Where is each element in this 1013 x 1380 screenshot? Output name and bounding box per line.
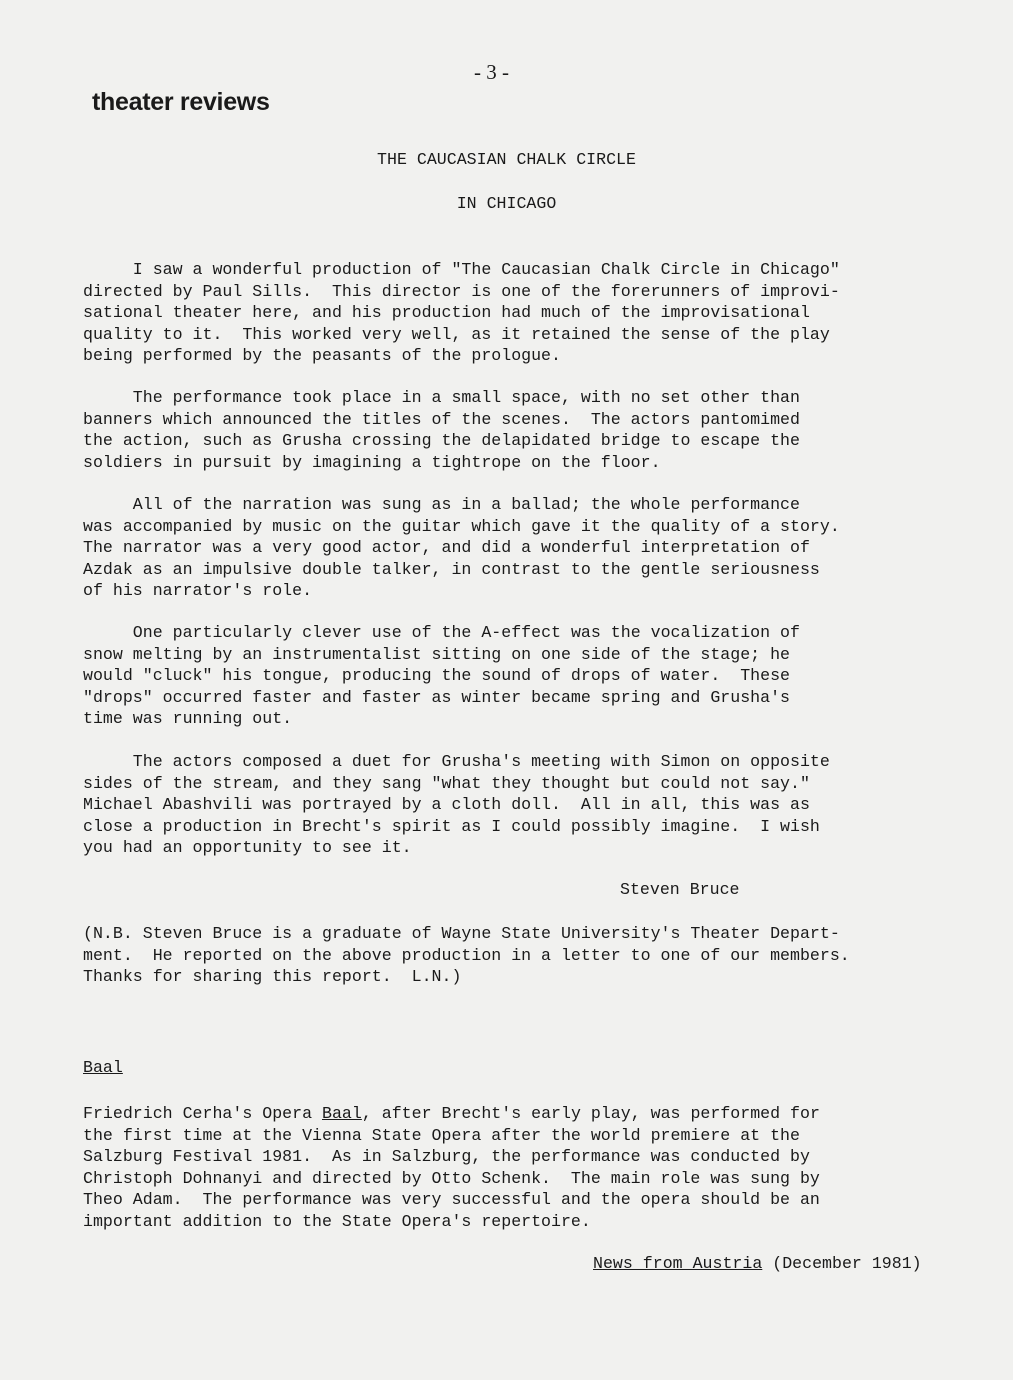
baal-text-cont: , after Brecht's early play, was performed for <box>361 1104 820 1123</box>
review-paragraph-4: One particularly clever use of the A-effect was the vocalization of snow melting by an instrumentalist sitting on one side of the stage; he would "cluck" his tongue, producing the sound of drops of water. These "drops" occurred faster and faster as winter became spring and Grusha's time was running out. <box>83 623 800 728</box>
editor-note: (N.B. Steven Bruce is a graduate of Wayne State University's Theater Depart- ment. He reported on the above production in a letter to one of our members. Thanks for sharing this report. L.N.) <box>83 924 850 986</box>
review-paragraph-2: The performance took place in a small space, with no set other than banners which announced the titles of the scenes. The actors pantomimed the action, such as Grusha crossing the delapidated bridge to escape the soldiers in pursuit by imagining a tightrope on the floor. <box>83 388 800 472</box>
source-date: (December 1981) <box>762 1254 922 1273</box>
review-paragraph-5: The actors composed a duet for Grusha's meeting with Simon on opposite sides of the stream, and they sang "what they thought but could not say." Michael Abashvili was portrayed by a cloth doll. All in all, this was as close a production in Brecht's spirit as I could possibly imagine. I wish you had an opportunity to see it. <box>83 752 830 857</box>
baal-heading: Baal <box>83 1058 123 1077</box>
baal-text-rest: the first time at the Vienna State Opera after the world premiere at the Salzburg Festival 1981. As in Salzburg, the performance was conducted by Christoph Dohnanyi and directed by Otto Schenk. The main role was sung by Theo Adam. The performance was very successful and the opera should be an important addition to the State Opera's repertoire. <box>83 1125 820 1231</box>
review-signature: Steven Bruce <box>620 880 740 899</box>
source-citation <box>593 1254 922 1273</box>
source-title: News from Austria <box>593 1254 763 1273</box>
baal-paragraph <box>83 1103 923 1232</box>
review-title: THE CAUCASIAN CHALK CIRCLE <box>377 150 636 169</box>
review-subtitle: IN CHICAGO <box>456 194 557 213</box>
section-title: theater reviews <box>92 88 270 116</box>
review-paragraph-3: All of the narration was sung as in a ballad; the whole performance was accompanied by music on the guitar which gave it the quality of a story. The narrator was a very good actor, and did a wonderful interpretation of Azdak as an impulsive double talker, in contrast to the gentle seriousness of his narrator's role. <box>83 495 840 600</box>
baal-text-start: Friedrich Cerha's Opera <box>83 1104 322 1123</box>
baal-opera-title: Baal <box>322 1104 362 1123</box>
page-number: - 3 - <box>474 60 509 84</box>
review-paragraph-1: I saw a wonderful production of "The Caucasian Chalk Circle in Chicago" directed by Paul Sills. This director is one of the forerunners of improvi- sational theater here, and his production had much of the improvisational quality to it. This worked very well, as it retained the sense of the play being performed by the peasants of the prologue. <box>83 260 840 365</box>
